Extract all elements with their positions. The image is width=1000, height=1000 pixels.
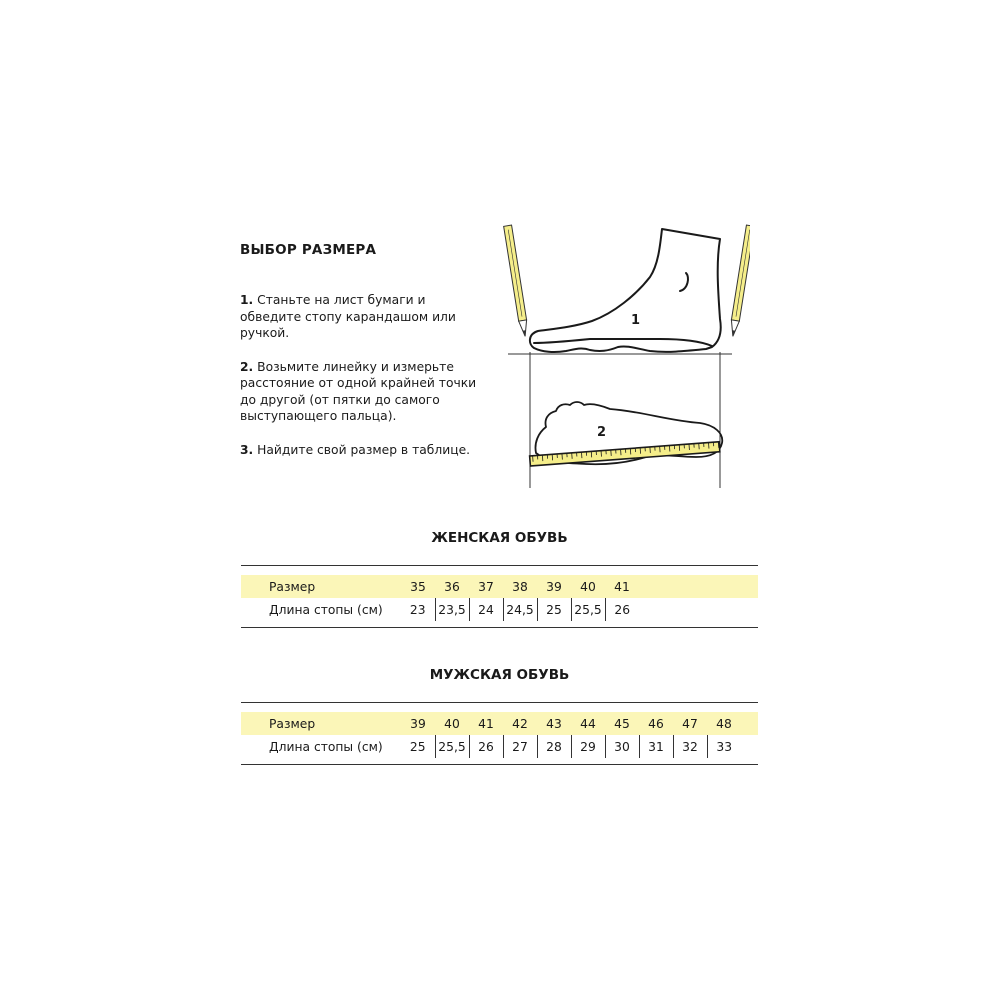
size-cell: 39 [537,575,571,598]
women-table-top-border [241,565,758,566]
size-cell: 43 [537,712,571,735]
length-cell: 23 [409,602,426,617]
size-cell: 42 [503,712,537,735]
men-size-table [241,712,758,758]
size-row [241,712,758,735]
step-2 [240,359,480,425]
men-table-top-border [241,702,758,703]
length-row [241,735,758,758]
step-1 [240,292,480,342]
size-cell: 45 [605,712,639,735]
size-row-label: Размер [241,712,401,735]
length-row-label: Длина стопы (см) [269,739,383,754]
length-row-label: Длина стопы (см) [269,602,383,617]
instructions [240,292,480,475]
length-cell: 25,5 [435,735,469,758]
length-cell: 33 [707,735,741,758]
size-cell: 39 [401,712,435,735]
length-cell: 25,5 [571,598,605,621]
size-cell: 46 [639,712,673,735]
size-cell: 37 [469,575,503,598]
length-cell: 24,5 [503,598,537,621]
size-cell: 48 [707,712,741,735]
step-number: 3. [240,442,254,457]
step-number: 2. [240,359,254,374]
guide-lines [508,352,732,488]
men-table-bottom-border [241,764,758,765]
step-text: Станьте на лист бумаги и обведите стопу карандашом или ручкой. [240,293,456,340]
length-cell: 28 [537,735,571,758]
length-cell: 32 [673,735,707,758]
women-table-bottom-border [241,627,758,628]
step-3 [240,442,480,459]
length-cell: 30 [605,735,639,758]
size-cell: 35 [401,575,435,598]
size-cell: 38 [503,575,537,598]
length-cell: 25 [409,739,426,754]
length-row [241,598,758,621]
size-cell: 47 [673,712,707,735]
footprint-label: 2 [597,425,607,440]
size-cell: 44 [571,712,605,735]
women-section-title: ЖЕНСКАЯ ОБУВЬ [431,530,568,546]
length-cell: 23,5 [435,598,469,621]
size-row [241,575,758,598]
length-cell: 25 [537,598,571,621]
size-row-label: Размер [241,575,401,598]
foot-side-label: 1 [631,313,641,328]
length-cell: 24 [469,598,503,621]
size-cell: 40 [571,575,605,598]
step-text: Возьмите линейку и измерьте расстояние от одной крайней точки до другой (от пятки до самого выступающего пальца). [240,359,477,423]
foot-side-icon [530,229,721,352]
step-number: 1. [240,293,254,307]
step-text: Найдите свой размер в таблице. [253,442,471,457]
length-cell: 31 [639,735,673,758]
pencil-icon [729,225,750,337]
size-cell: 41 [469,712,503,735]
women-size-table [241,575,758,621]
size-cell: 40 [435,712,469,735]
pencil-icon [504,225,529,337]
men-section-title: МУЖСКАЯ ОБУВЬ [429,667,570,683]
page-title: ВЫБОР РАЗМЕРА [240,242,377,258]
size-cell: 41 [605,575,639,598]
length-cell: 29 [571,735,605,758]
length-cell: 26 [469,735,503,758]
measurement-illustration [490,215,750,495]
size-cell: 36 [435,575,469,598]
length-cell: 27 [503,735,537,758]
length-cell: 26 [605,598,639,621]
